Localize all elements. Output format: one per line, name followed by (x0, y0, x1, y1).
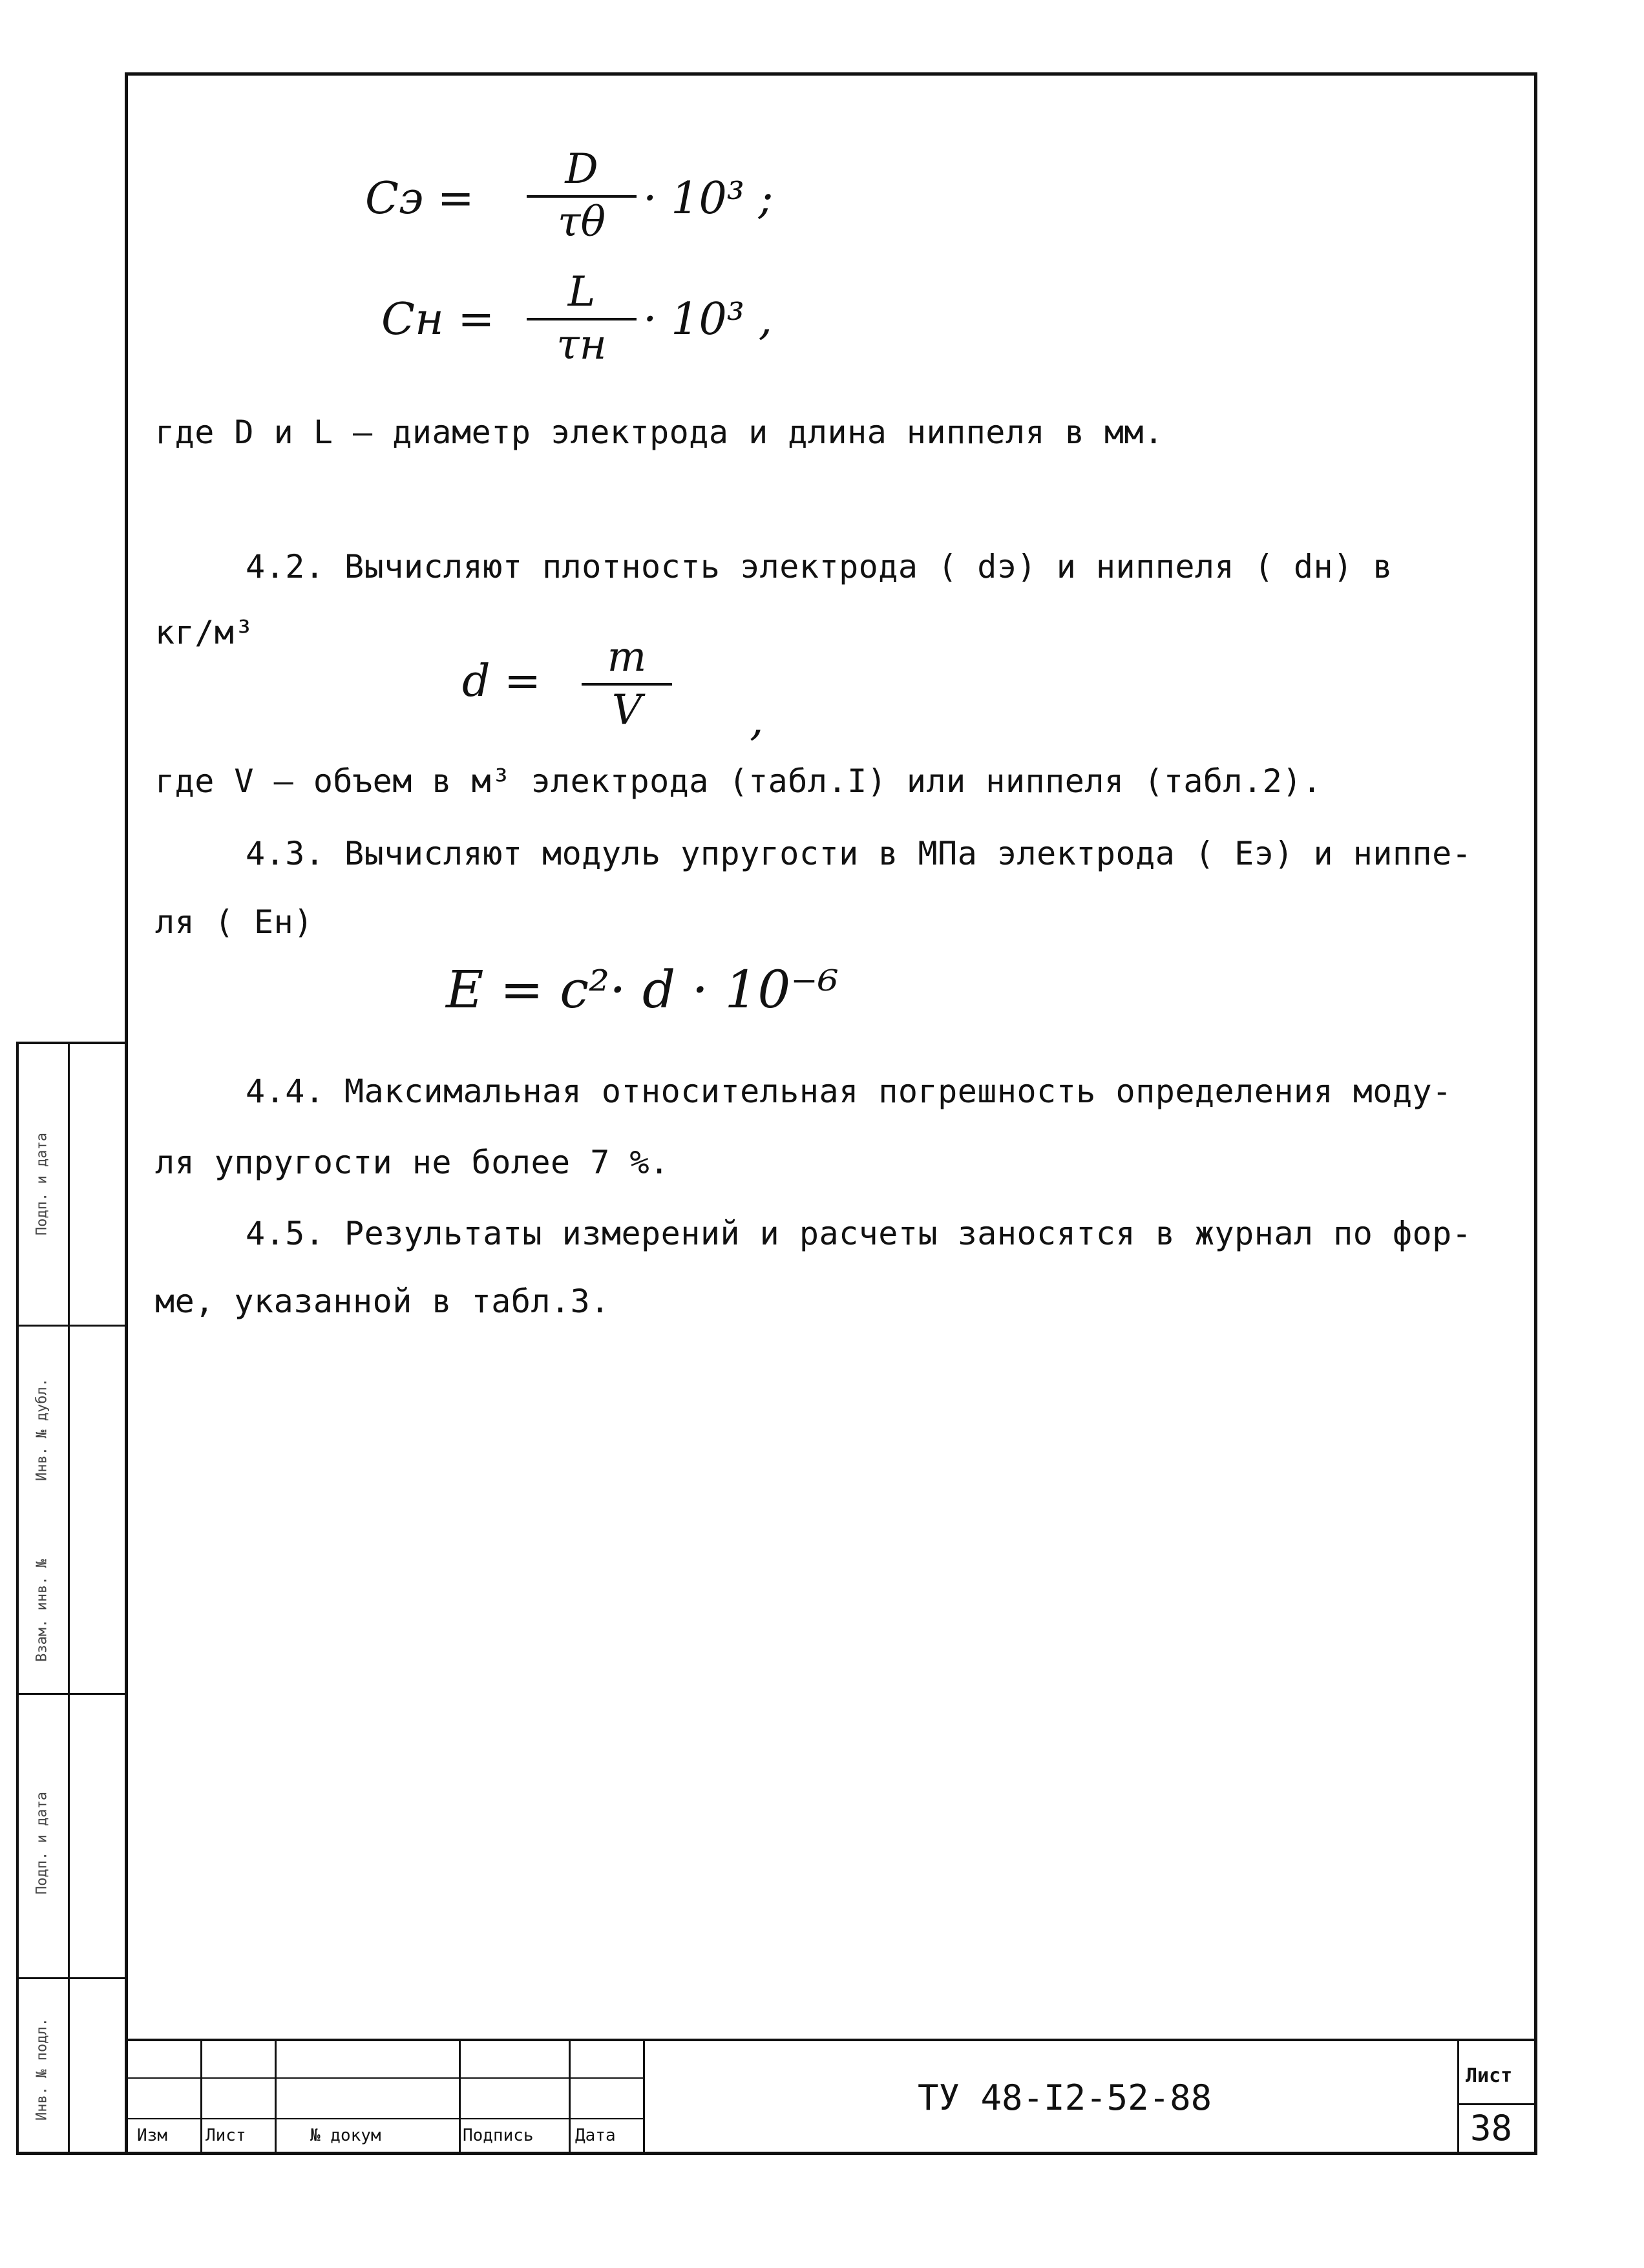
p45-line2: ме, указанной в табл.3. (155, 1283, 610, 1320)
formula-cn-fraction (527, 268, 637, 369)
formula-ce-tail: · 10³ ; (643, 173, 774, 224)
col-date: Дата (575, 2126, 616, 2145)
fraction-bar (527, 195, 637, 198)
formula-cn-lhs: Cн = (381, 294, 495, 345)
frame-left (125, 72, 128, 2154)
side-stamp-1: Подп. и дата (34, 1133, 50, 1235)
col-list: Лист (206, 2126, 246, 2145)
formula-density-fraction (582, 633, 672, 734)
where-v: где V – объем в м³ электрода (табл.I) или ниппеля (табл.2). (155, 762, 1322, 800)
side-stamp-2: Инв. № дубл. (34, 1378, 50, 1481)
side-stamp-5: Инв. № подл. (34, 2018, 50, 2121)
p44-line2: ля упругости не более 7 %. (155, 1144, 669, 1181)
fraction-bar (582, 683, 672, 686)
p44-line1: 4.4. Максимальная относительная погрешность определения моду- (246, 1073, 1452, 1110)
frame-right (1534, 72, 1537, 2154)
p43-line2: ля ( Eн) (155, 903, 313, 941)
formula-density-denominator: V (611, 686, 642, 734)
p42-line1: 4.2. Вычисляют плотность электрода ( dэ) и ниппеля ( dн) в (246, 548, 1393, 585)
formula-ce-numerator: D (565, 145, 598, 193)
p45-line1: 4.5. Результаты измерений и расчеты заносятся в журнал по фор- (246, 1215, 1472, 1252)
frame-top (125, 72, 1537, 76)
formula-cn-denominator: τн (556, 321, 607, 369)
p42-line2: кг/м³ (155, 614, 255, 651)
formula-density-lhs: d = (462, 656, 542, 707)
side-stamp-3: Взам. инв. № (34, 1559, 50, 1662)
formula-modulus: E = c²· d · 10⁻⁶ (446, 960, 839, 1020)
formula-cn-numerator: L (567, 268, 596, 316)
col-izm: Изм (137, 2126, 167, 2145)
formula-density-tail: , (750, 695, 764, 746)
document-designation: ТУ 48-I2-52-88 (918, 2077, 1212, 2118)
formula-ce-denominator: τθ (558, 198, 606, 246)
col-doc: № докум (310, 2126, 381, 2145)
col-signature: Подпись (463, 2126, 534, 2145)
sheet-label: Лист (1466, 2064, 1513, 2087)
formula-cn-tail: · 10³ , (643, 294, 773, 345)
formula-density-numerator: m (607, 633, 647, 681)
fraction-bar (527, 318, 637, 320)
sheet-number: 38 (1470, 2108, 1513, 2148)
formula-ce-lhs: Cэ = (365, 173, 474, 224)
where-d-l: где D и L – диаметр электрода и длина ниппеля в мм. (155, 414, 1164, 451)
frame-bottom (16, 2152, 1537, 2155)
p43-line1: 4.3. Вычисляют модуль упругости в МПа электрода ( Eэ) и ниппе- (246, 835, 1472, 872)
side-stamp-4: Подп. и дата (34, 1792, 50, 1895)
formula-ce-fraction (527, 145, 637, 246)
